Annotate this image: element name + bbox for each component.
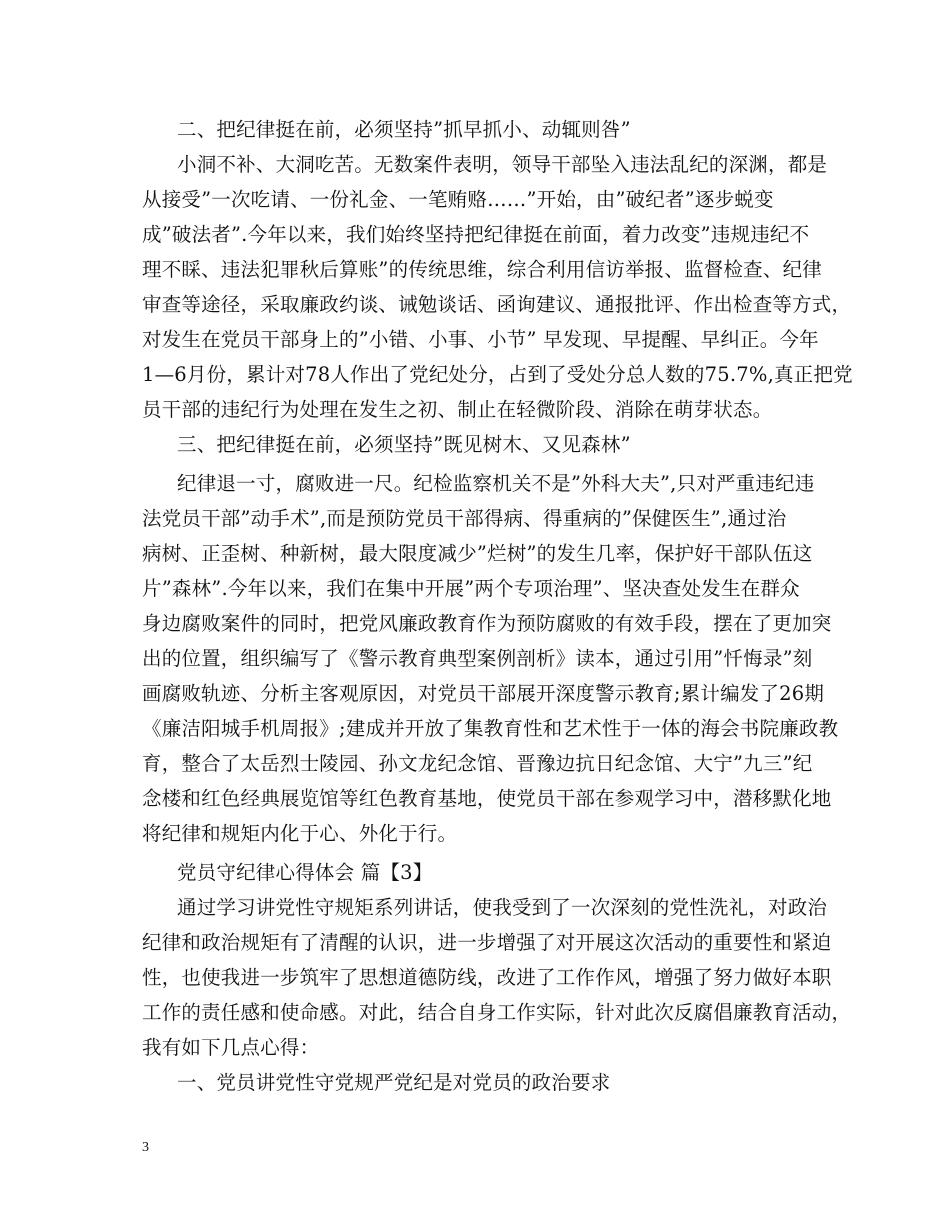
paragraph-line: 《廉洁阳城手机周报》;建成并开放了集教育性和艺术性于一体的海会书院廉政教 <box>142 717 839 740</box>
paragraph-line: 通过学习讲党性守规矩系列讲话，使我受到了一次深刻的党性洗礼，对政治 <box>177 896 828 919</box>
paragraph-line: 性，也使我进一步筑牢了思想道德防线，改进了工作作风，增强了努力做好本职 <box>142 966 832 989</box>
paragraph-line: 片”森林”.今年以来，我们在集中开展”两个专项治理”、坚决查处发生在群众 <box>142 577 800 600</box>
paragraph-line: 病树、正歪树、种新树，最大限度减少”烂树”的发生几率，保护好干部队伍这 <box>142 542 813 565</box>
paragraph-line: 纪律退一寸，腐败进一尺。纪检监察机关不是”外科大夫”,只对严重违纪违 <box>177 472 815 495</box>
paragraph-line: 1—6月份，累计对78人作出了党纪处分，占到了受处分总人数的75.7%,真正把党 <box>142 363 853 386</box>
section-heading: 一、党员讲党性守党规严党纪是对党员的政治要求 <box>177 1071 611 1094</box>
paragraph-line: 纪律和政治规矩有了清醒的认识，进一步增强了对开展这次活动的重要性和紧迫 <box>142 931 832 954</box>
paragraph-line: 画腐败轨迹、分析主客观原因，对党员干部展开深度警示教育;累计编发了26期 <box>142 682 825 705</box>
paragraph-line: 念楼和红色经典展览馆等红色教育基地，使党员干部在参观学习中，潜移默化地 <box>142 787 832 810</box>
paragraph-line: 审查等途径，采取廉政约谈、诫勉谈话、函询建议、通报批评、作出检查等方式， <box>142 293 852 316</box>
paragraph-line: 理不睬、违法犯罪秋后算账”的传统思维，综合利用信访举报、监督检查、纪律 <box>142 258 822 281</box>
paragraph-line: 身边腐败案件的同时，把党风廉政教育作为预防腐败的有效手段，摆在了更加突 <box>142 612 832 635</box>
paragraph-line: 育，整合了太岳烈士陵园、孙文龙纪念馆、晋豫边抗日纪念馆、大宁”九三”纪 <box>142 752 813 775</box>
article-title: 党员守纪律心得体会 篇【3】 <box>177 861 433 884</box>
paragraph-line: 成”破法者”.今年以来，我们始终坚持把纪律挺在前面，着力改变”违规违纪不 <box>142 223 810 246</box>
paragraph-line: 对发生在党员干部身上的”小错、小事、小节” 早发现、早提醒、早纠正。今年 <box>142 328 819 351</box>
paragraph-line: 工作的责任感和使命感。对此，结合自身工作实际，针对此次反腐倡廉教育活动， <box>142 1001 852 1024</box>
paragraph-line: 法党员干部”动手术”,而是预防党员干部得病、得重病的”保健医生”,通过治 <box>142 507 787 530</box>
paragraph-line: 出的位置，组织编写了《警示教育典型案例剖析》读本，通过引用”忏悔录”刻 <box>142 647 813 670</box>
paragraph-line: 小洞不补、大洞吃苦。无数案件表明，领导干部坠入违法乱纪的深渊，都是 <box>177 153 828 176</box>
section-heading: 二、把纪律挺在前，必须坚持”抓早抓小、动辄则咎” <box>177 118 631 141</box>
paragraph-line: 我有如下几点心得： <box>142 1036 320 1059</box>
section-heading: 三、把纪律挺在前，必须坚持”既见树木、又见森林” <box>177 433 631 456</box>
paragraph-line: 员干部的违纪行为处理在发生之初、制止在轻微阶段、消除在萌芽状态。 <box>142 398 773 421</box>
paragraph-line: 将纪律和规矩内化于心、外化于行。 <box>142 822 458 845</box>
page-number: 3 <box>142 1140 149 1155</box>
paragraph-line: 从接受”一次吃请、一份礼金、一笔贿赂……”开始，由”破纪者”逐步蜕变 <box>142 188 774 211</box>
